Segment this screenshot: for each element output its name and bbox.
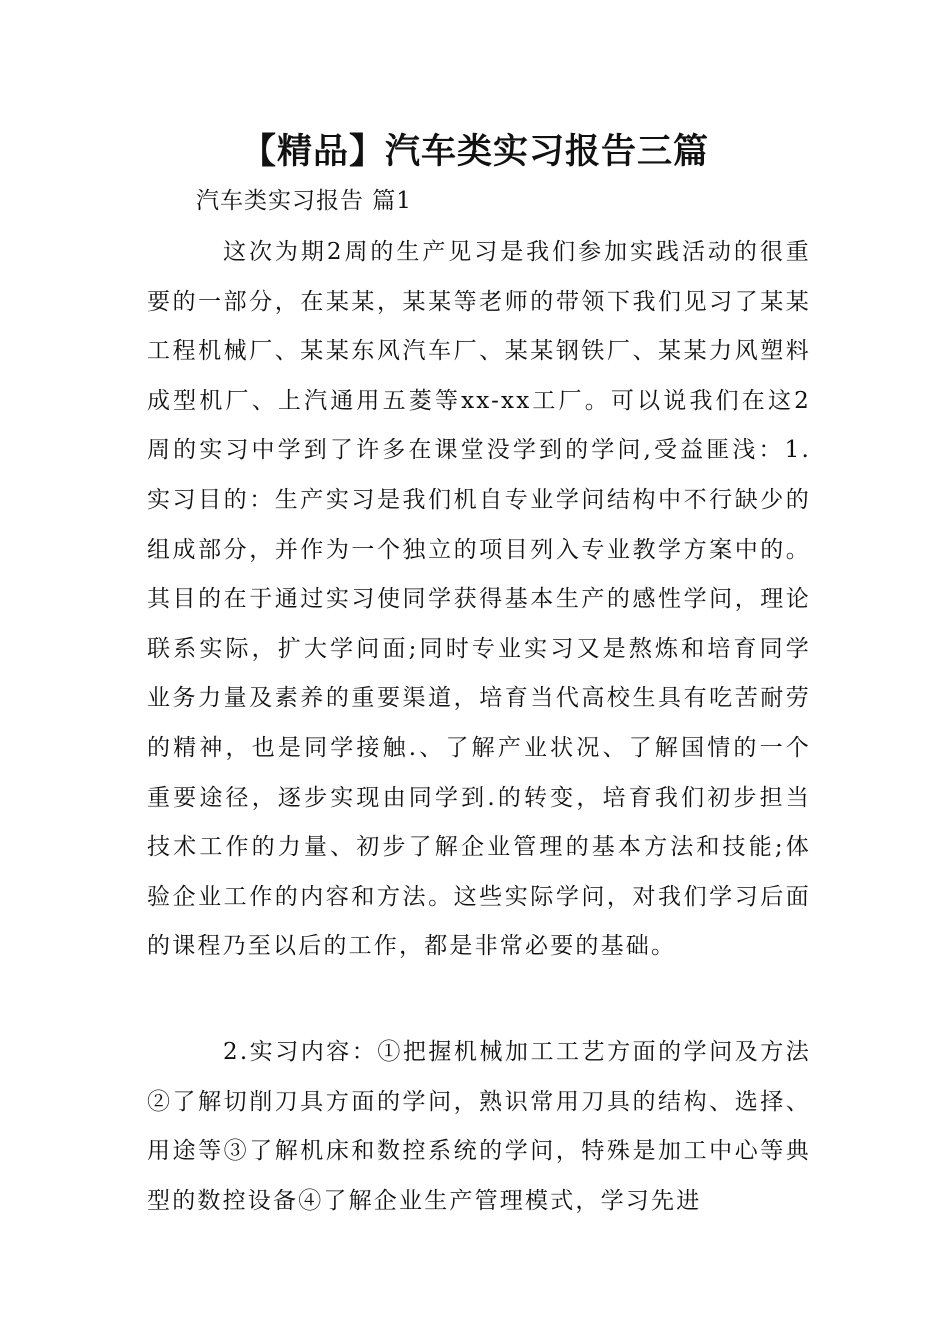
body-paragraph: 这次为期2周的生产见习是我们参加实践活动的很重要的一部分，在某某，某某等老师的带领下我们见习了某某工程机械厂、某某东风汽车厂、某某钢铁厂、某某力风塑料成型机厂、上汽通用五菱等xx-xx工厂。可以说我们在这2周的实习中学到了许多在课堂没学到的学问,受益匪浅：1.实习目的：生产实习是我们机自专业学问结构中不行缺少的组成部分，并作为一个独立的项目列入专业教学方案中的。其目的在于通过实习使同学获得基本生产的感性学问，理论联系实际，扩大学问面;同时专业实习又是熬炼和培育同学业务力量及素养的重要渠道，培育当代高校生具有吃苦耐劳的精神，也是同学接触.、了解产业状况、了解国情的一个重要途径，逐步实现由同学到.的转变，培育我们初步担当技术工作的力量、初步了解企业管理的基本方法和技能;体验企业工作的内容和方法。这些实际学问，对我们学习后面的课程乃至以后的工作，都是非常必要的基础。 xyxy=(147,239,811,960)
body-paragraph-2-block xyxy=(147,1028,811,1226)
body-paragraph-1-block xyxy=(147,228,811,972)
section-heading: 汽车类实习报告 篇1 xyxy=(196,188,412,214)
body-paragraph: 2.实习内容：①把握机械加工工艺方面的学问及方法②了解切削刀具方面的学问，熟识常用刀具的结构、选择、用途等③了解机床和数控系统的学问，特殊是加工中心等典型的数控设备④了解企业生产管理模式，学习先进 xyxy=(147,1039,811,1214)
document-title: 【精品】汽车类实习报告三篇 xyxy=(240,132,709,172)
